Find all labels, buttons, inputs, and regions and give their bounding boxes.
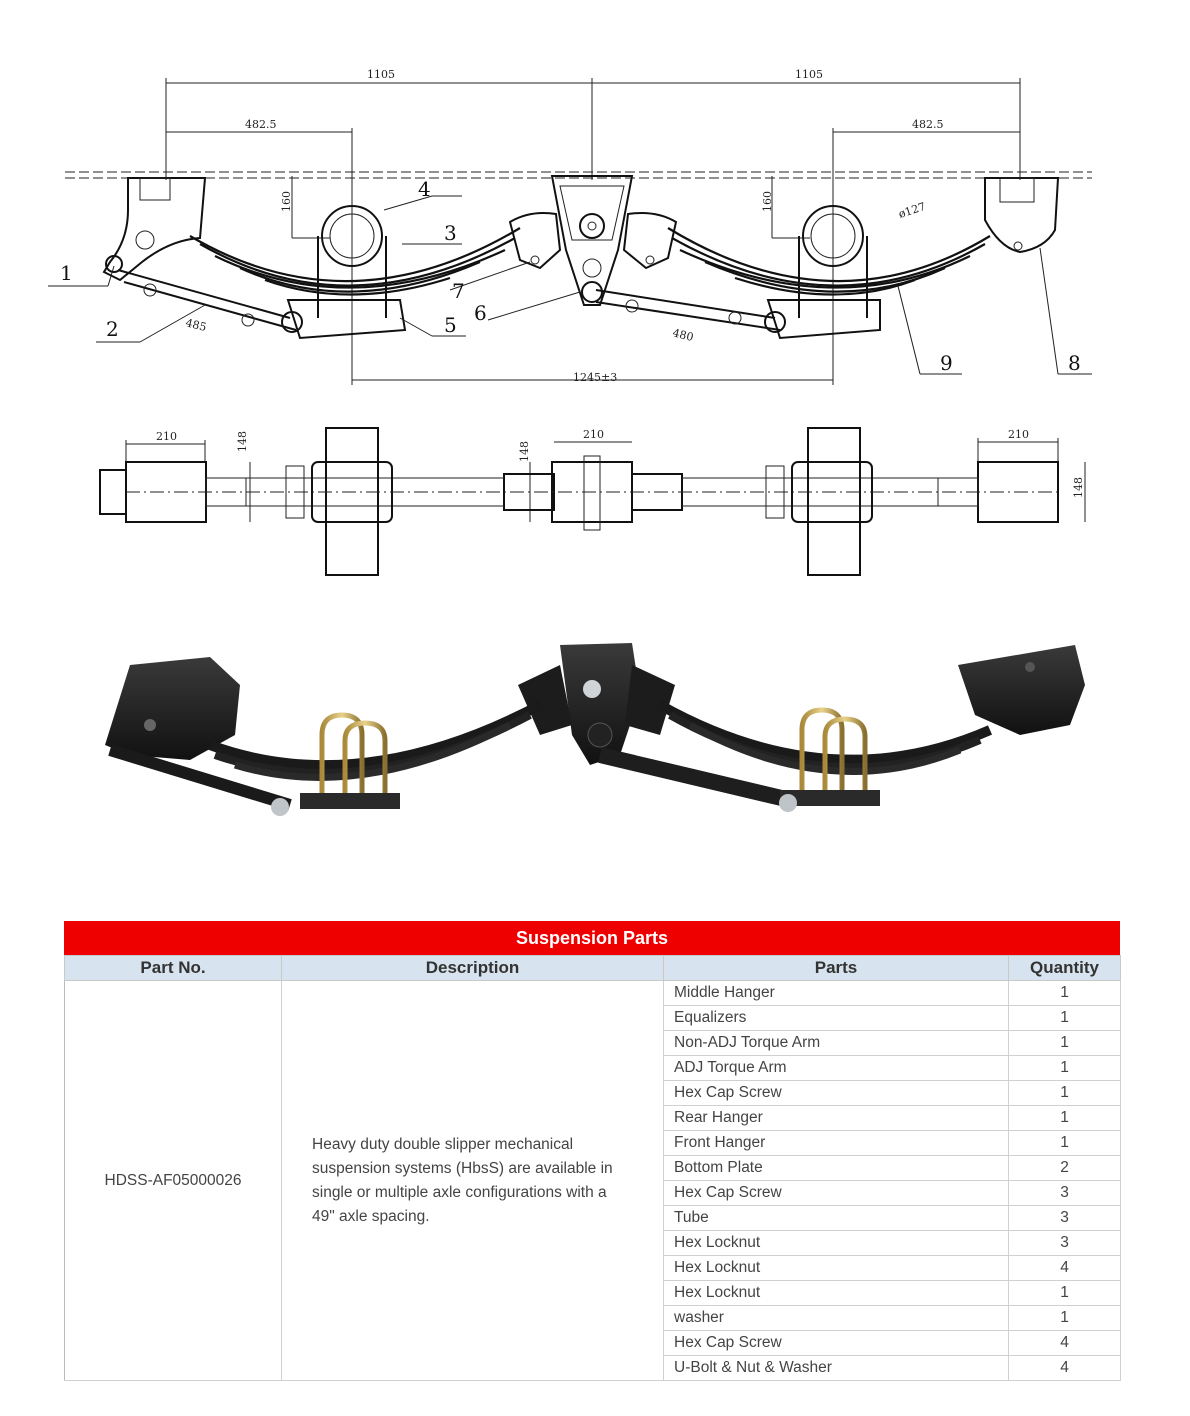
part-quantity: 1 [1009,1106,1121,1131]
dim-plan-width-middle: 210 [583,428,604,441]
front-hanger [104,178,205,280]
part-quantity: 3 [1009,1231,1121,1256]
part-quantity: 1 [1009,1131,1121,1156]
part-name: Bottom Plate [664,1156,1009,1181]
leaf-spring-left [190,228,520,295]
dim-arm-right: 480 [671,326,695,344]
part-name: washer [664,1306,1009,1331]
dim-plan-height-right: 148 [1072,477,1085,498]
part-quantity: 1 [1009,1006,1121,1031]
callout-3: 3 [444,221,457,245]
product-photo [0,625,1190,855]
rear-hanger-photo [958,645,1085,735]
callout-2: 2 [106,317,119,341]
suspension-parts-table [64,921,1120,1381]
part-quantity: 1 [1009,1081,1121,1106]
torque-arm-right [596,290,785,332]
callout-lines [48,196,1092,374]
part-name: Middle Hanger [664,981,1009,1006]
part-quantity: 1 [1009,1306,1121,1331]
callout-4: 4 [418,177,431,201]
callout-9: 9 [940,351,953,375]
dim-height-right: 160 [761,191,774,212]
part-quantity: 4 [1009,1356,1121,1381]
part-name: U-Bolt & Nut & Washer [664,1356,1009,1381]
part-quantity: 4 [1009,1331,1121,1356]
part-quantity: 3 [1009,1181,1121,1206]
part-name: Hex Cap Screw [664,1081,1009,1106]
middle-hanger [510,176,676,305]
callout-5: 5 [444,313,457,337]
dim-height-left: 160 [280,191,293,212]
part-name: ADJ Torque Arm [664,1056,1009,1081]
dim-plan-height-left: 148 [236,431,249,452]
part-quantity: 4 [1009,1256,1121,1281]
part-quantity: 2 [1009,1156,1121,1181]
dim-axle-diameter: ø127 [896,199,928,221]
callout-8: 8 [1068,351,1081,375]
part-name: Hex Locknut [664,1281,1009,1306]
part-name: Non-ADJ Torque Arm [664,1031,1009,1056]
part-quantity: 1 [1009,1031,1121,1056]
rear-hanger [985,178,1058,252]
dim-arm-left: 485 [184,316,208,334]
callout-6: 6 [474,301,487,325]
dim-plan-height-middle: 148 [518,441,531,462]
part-name: Hex Locknut [664,1231,1009,1256]
part-name: Hex Locknut [664,1256,1009,1281]
part-quantity: 1 [1009,1281,1121,1306]
part-name: Hex Cap Screw [664,1331,1009,1356]
technical-drawing [0,0,1190,600]
callout-1: 1 [60,261,73,285]
dim-axle-spacing: 1245±3 [573,371,618,384]
leaf-spring-right [668,228,990,295]
dim-hanger-right: 482.5 [912,118,944,131]
table-body [65,981,1121,1381]
dim-plan-width-right: 210 [1008,428,1029,441]
header-parts: Parts [664,956,1009,981]
part-quantity: 1 [1009,1056,1121,1081]
dim-top-right: 1105 [795,68,823,81]
part-name: Equalizers [664,1006,1009,1031]
axle-left [288,206,405,338]
part-quantity: 3 [1009,1206,1121,1231]
part-name: Front Hanger [664,1131,1009,1156]
header-quantity: Quantity [1009,956,1121,981]
table-title: Suspension Parts [64,921,1120,955]
dimension-lines [166,78,1020,385]
header-part-no: Part No. [65,956,282,981]
callout-7: 7 [452,279,465,303]
dim-plan-width-left: 210 [156,430,177,443]
table-header-row [65,956,1121,981]
dim-hanger-left: 482.5 [245,118,277,131]
part-number: HDSS-AF05000026 [65,981,282,1381]
part-name: Hex Cap Screw [664,1181,1009,1206]
part-quantity: 1 [1009,981,1121,1006]
table-row [65,981,1121,1006]
parts-table [64,955,1121,1381]
dim-top-left: 1105 [367,68,395,81]
description-text: Heavy duty double slipper mechanical suspension systems (HbsS) are available in single or multiple axle configurations with a 49" axle spacing. [282,981,664,1381]
header-description: Description [282,956,664,981]
part-name: Tube [664,1206,1009,1231]
part-name: Rear Hanger [664,1106,1009,1131]
torque-arm-left [118,270,302,332]
